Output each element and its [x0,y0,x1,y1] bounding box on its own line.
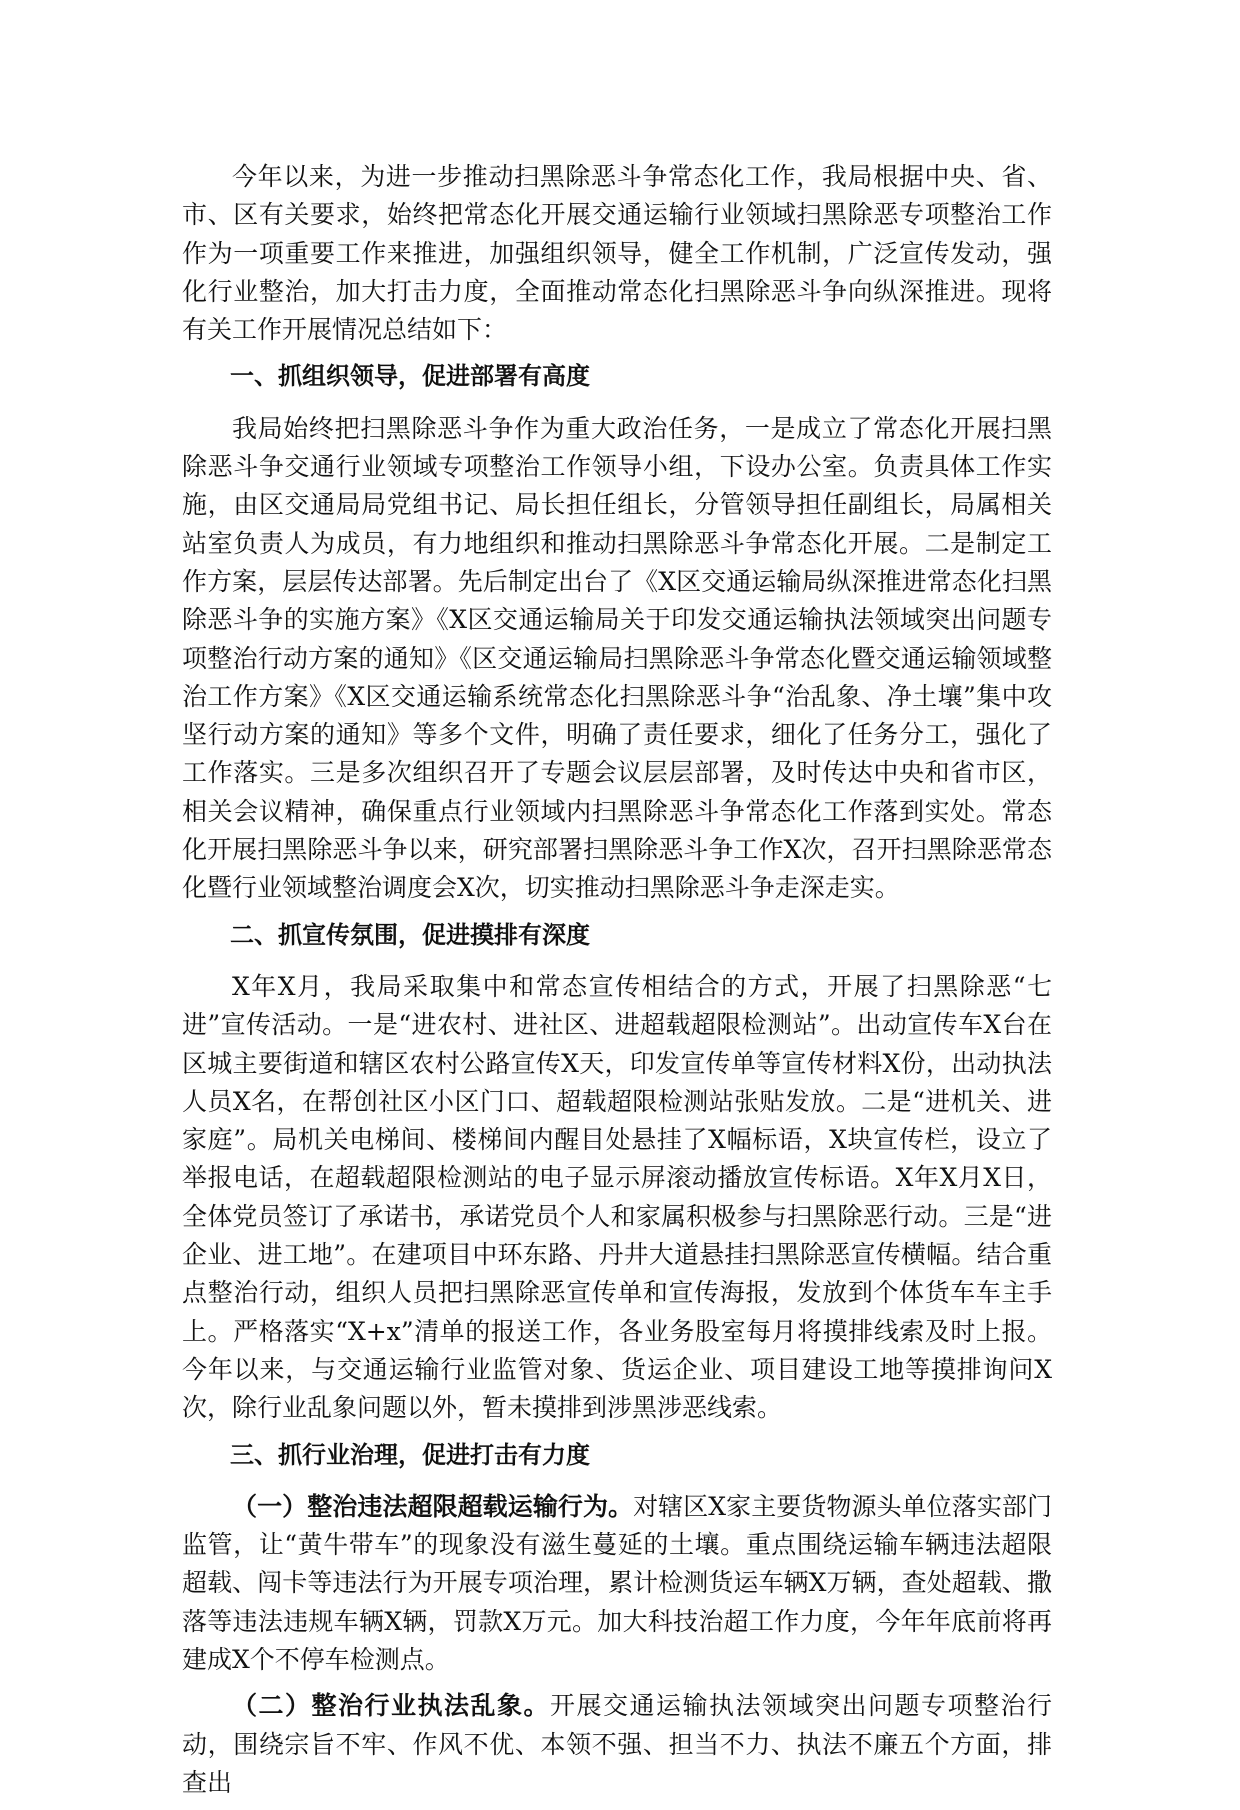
item-1-lead: （一）整治违法超限超载运输行为。 [232,1491,634,1521]
section-3-item-2 [182,1687,1052,1802]
section-2-heading: 二、抓宣传氛围，促进摸排有深度 [230,920,590,949]
item-1-body: 对辖区X家主要货物源头单位落实部门监管，让“黄牛带车”的现象没有滋生蔓延的土壤。重点围绕运输车辆违法超限超载、闯卡等违法行为开展专项治理，累计检测货运车辆X万辆，查处超载、撒落等违法违规车辆X辆，罚款X万元。加大科技治超工作力度，今年年底前将再建成X个不停车检测点。 [182,1491,1052,1674]
item-2-lead: （二）整治行业执法乱象。 [232,1691,550,1721]
intro-paragraph: 今年以来，为进一步推动扫黑除恶斗争常态化工作，我局根据中央、省、市、区有关要求，始终把常态化开展交通运输行业领域扫黑除恶专项整治工作作为一项重要工作来推进，加强组织领导，健全工作机制，广泛宣传发动，强化行业整治，加大打击力度，全面推动常态化扫黑除恶斗争向纵深推进。现将有关工作开展情况总结如下： [182,162,1052,345]
section-3-heading: 三、抓行业治理，促进打击有力度 [230,1440,590,1469]
item-2-body: 开展交通运输执法领域突出问题专项整治行动，围绕宗旨不牢、作风不优、本领不强、担当不力、执法不廉五个方面，排查出 [182,1691,1052,1797]
section-2-paragraph: X年X月，我局采取集中和常态宣传相结合的方式，开展了扫黑除恶“七进”宣传活动。一是“进农村、进社区、进超载超限检测站”。出动宣传车X台在区城主要街道和辖区农村公路宣传X天，印发宣传单等宣传材料X份，出动执法人员X名，在帮创社区小区门口、超载超限检测站张贴发放。二是“进机关、进家庭”。局机关电梯间、楼梯间内醒目处悬挂了X幅标语，X块宣传栏，设立了举报电话，在超载超限检测站的电子显示屏滚动播放宣传标语。X年X月X日，全体党员签订了承诺书，承诺党员个人和家属积极参与扫黑除恶行动。三是“进企业、进工地”。在建项目中环东路、丹井大道悬挂扫黑除恶宣传横幅。结合重点整治行动，组织人员把扫黑除恶宣传单和宣传海报，发放到个体货车车主手上。严格落实“X+x”清单的报送工作，各业务股室每月将摸排线索及时上报。今年以来，与交通运输行业监管对象、货运企业、项目建设工地等摸排询问X次，除行业乱象问题以外，暂未摸排到涉黑涉恶线索。 [182,971,1052,1423]
document-body [182,158,1052,1810]
section-1-heading: 一、抓组织领导，促进部署有高度 [230,362,590,391]
section-1-paragraph: 我局始终把扫黑除恶斗争作为重大政治任务，一是成立了常态化开展扫黑除恶斗争交通行业领域专项整治工作领导小组，下设办公室。负责具体工作实施，由区交通局局党组书记、局长担任组长，分管领导担任副组长，局属相关站室负责人为成员，有力地组织和推动扫黑除恶斗争常态化开展。二是制定工作方案，层层传达部署。先后制定出台了《X区交通运输局纵深推进常态化扫黑除恶斗争的实施方案》《X区交通运输局关于印发交通运输执法领域突出问题专项整治行动方案的通知》《区交通运输局扫黑除恶斗争常态化暨交通运输领域整治工作方案》《X区交通运输系统常态化扫黑除恶斗争“治乱象、净土壤”集中攻坚行动方案的通知》等多个文件，明确了责任要求，细化了任务分工，强化了工作落实。三是多次组织召开了专题会议层层部署，及时传达中央和省市区，相关会议精神，确保重点行业领域内扫黑除恶斗争常态化工作落到实处。常态化开展扫黑除恶斗争以来，研究部署扫黑除恶斗争工作X次，召开扫黑除恶常态化暨行业领域整治调度会X次，切实推动扫黑除恶斗争走深走实。 [182,413,1052,903]
section-3-item-1 [182,1488,1052,1679]
